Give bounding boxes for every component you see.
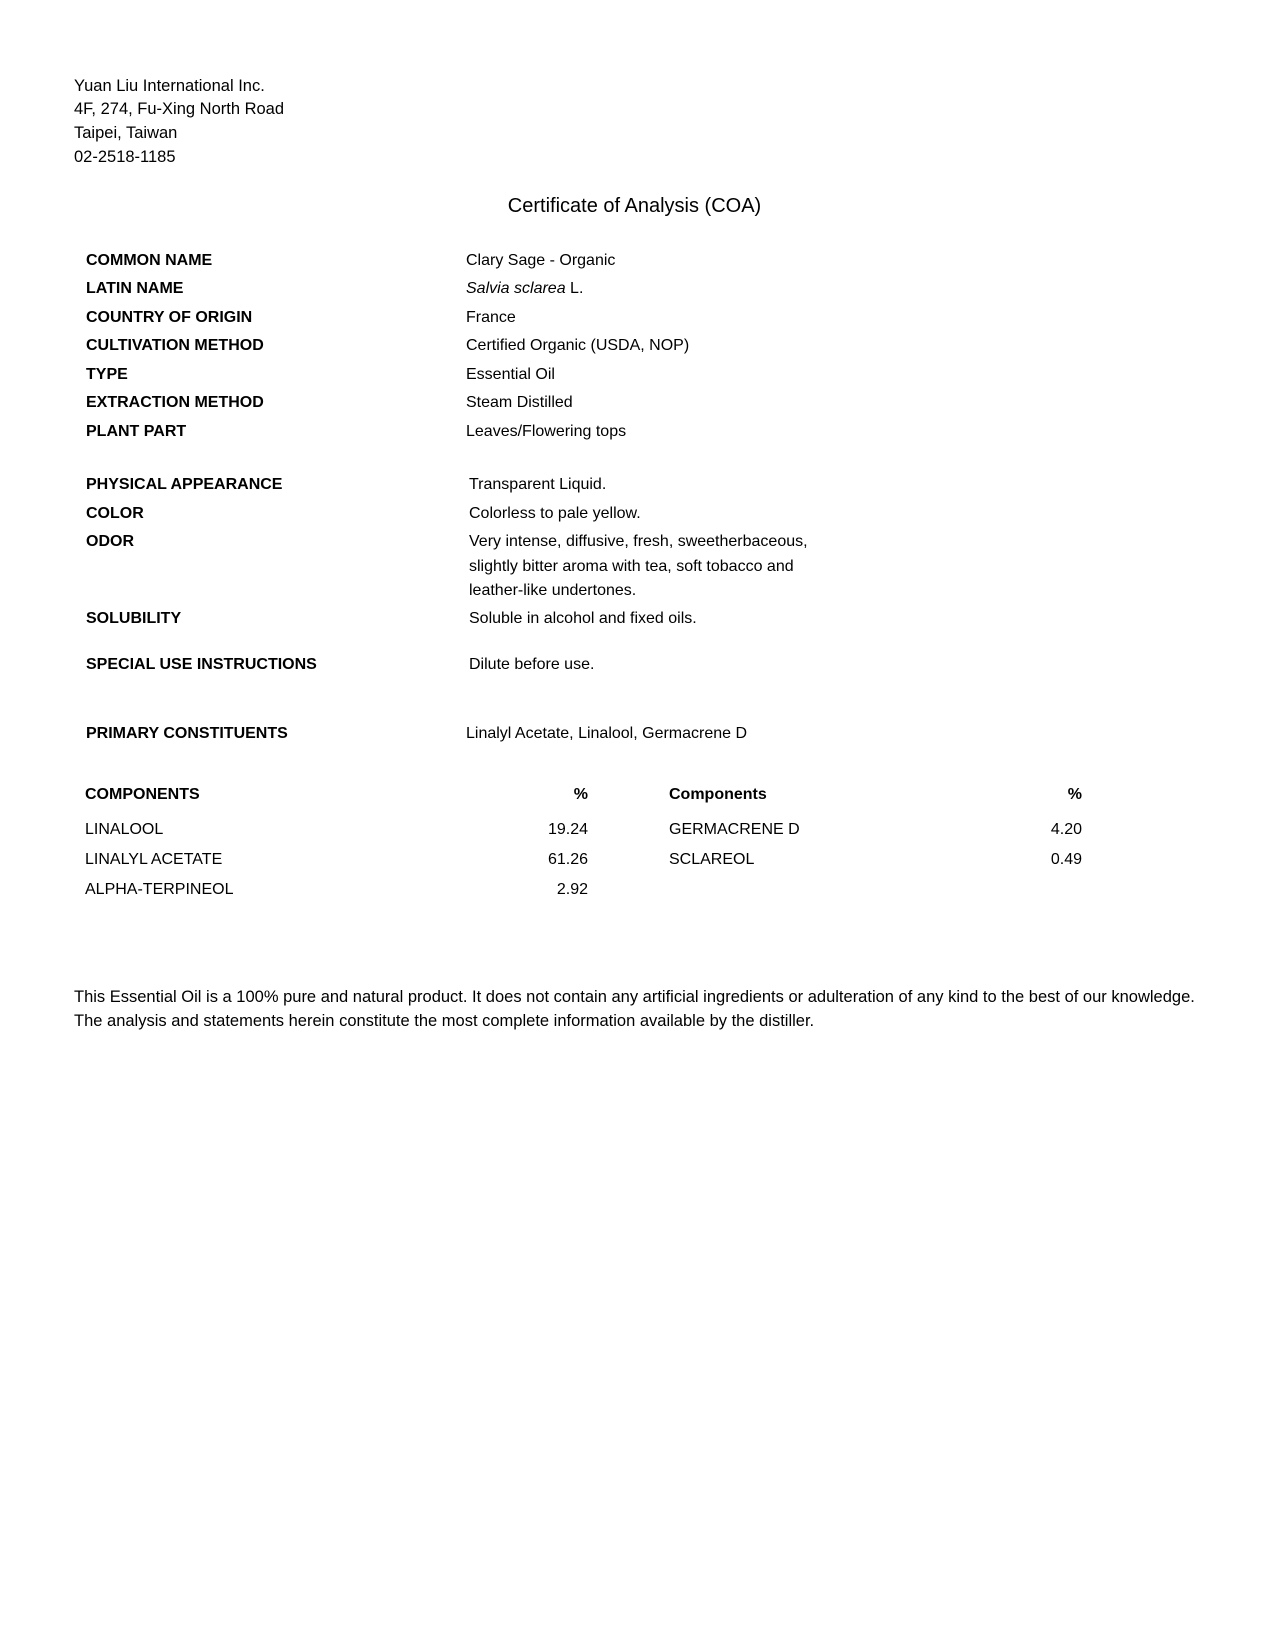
- component-pct: 0.49: [1050, 851, 1082, 868]
- odor-value-line3: leather-like undertones.: [469, 582, 637, 599]
- component-name: ALPHA-TERPINEOL: [85, 881, 234, 898]
- appearance-value: Transparent Liquid.: [469, 476, 607, 493]
- cultivation-value: Certified Organic (USDA, NOP): [466, 337, 690, 354]
- common-name-label: COMMON NAME: [86, 252, 213, 269]
- special-use-value: Dilute before use.: [469, 656, 595, 673]
- components-left-header-name: COMPONENTS: [85, 786, 200, 803]
- components-right-header-pct: %: [1067, 786, 1082, 803]
- type-label: TYPE: [86, 366, 128, 383]
- odor-label: ODOR: [86, 533, 134, 550]
- components-right-header-name: Components: [669, 786, 767, 803]
- plant-part-value: Leaves/Flowering tops: [466, 423, 627, 440]
- odor-value-line1: Very intense, diffusive, fresh, sweetherbaceous,: [469, 533, 808, 550]
- primary-constituents-value: Linalyl Acetate, Linalool, Germacrene D: [466, 725, 748, 742]
- component-name: SCLAREOL: [669, 851, 755, 868]
- company-address-line1: 4F, 274, Fu-Xing North Road: [74, 100, 285, 118]
- latin-name-label: LATIN NAME: [86, 280, 184, 297]
- latin-name-value: [466, 280, 583, 298]
- extraction-value: Steam Distilled: [466, 394, 573, 411]
- cultivation-label: CULTIVATION METHOD: [86, 337, 264, 354]
- latin-name-italic: Salvia sclarea: [466, 280, 566, 297]
- component-pct: 4.20: [1050, 821, 1082, 838]
- plant-part-label: PLANT PART: [86, 423, 187, 440]
- component-pct: 61.26: [547, 851, 588, 868]
- special-use-label: SPECIAL USE INSTRUCTIONS: [86, 656, 317, 673]
- color-value: Colorless to pale yellow.: [469, 505, 641, 522]
- solubility-label: SOLUBILITY: [86, 610, 182, 627]
- component-name: LINALOOL: [85, 821, 164, 838]
- appearance-label: PHYSICAL APPEARANCE: [86, 476, 283, 493]
- country-label: COUNTRY OF ORIGIN: [86, 309, 253, 326]
- color-label: COLOR: [86, 505, 144, 522]
- component-name: LINALYL ACETATE: [85, 851, 223, 868]
- type-value: Essential Oil: [466, 366, 555, 383]
- common-name-value: Clary Sage - Organic: [466, 252, 616, 269]
- latin-name-suffix: L.: [565, 280, 584, 297]
- components-left-header-pct: %: [573, 786, 588, 803]
- extraction-label: EXTRACTION METHOD: [86, 394, 264, 411]
- page-title: [0, 195, 1275, 218]
- company-address-line2: Taipei, Taiwan: [74, 124, 178, 142]
- purity-statement: This Essential Oil is a 100% pure and natural product. It does not contain any artificial ingredients or adulteration of any kind to the best of our knowledge. The analysis and statements herein constitute the most complete information available by the distiller.: [74, 988, 1195, 1030]
- solubility-value: Soluble in alcohol and fixed oils.: [469, 610, 697, 627]
- country-value: France: [466, 309, 516, 326]
- component-name: GERMACRENE D: [669, 821, 800, 838]
- component-pct: 19.24: [547, 821, 588, 838]
- component-pct: 2.92: [556, 881, 588, 898]
- odor-value-line2: slightly bitter aroma with tea, soft tobacco and: [469, 558, 794, 575]
- company-phone: 02-2518-1185: [74, 148, 176, 166]
- primary-constituents-label: PRIMARY CONSTITUENTS: [86, 725, 288, 742]
- page-title-text: Certificate of Analysis (COA): [507, 195, 762, 217]
- company-name: Yuan Liu International Inc.: [74, 77, 265, 95]
